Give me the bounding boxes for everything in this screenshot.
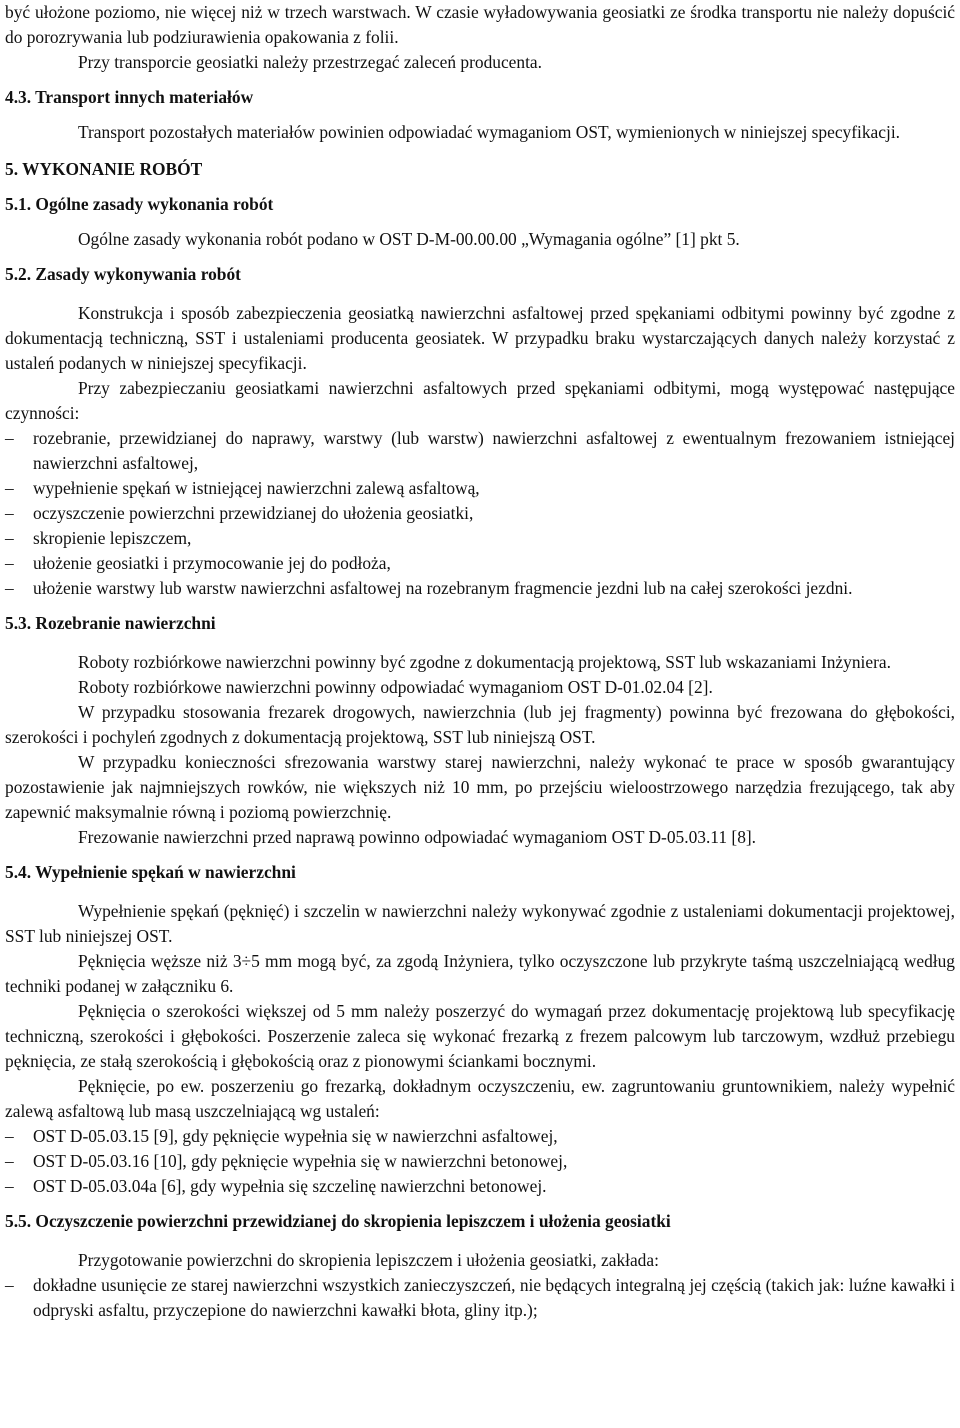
heading-5-2: 5.2. Zasady wykonywania robót	[5, 264, 241, 284]
paragraph-top-2: Przy transporcie geosiatki należy przestrzegać zaleceń producenta.	[78, 52, 542, 72]
list-item: – wypełnienie spękań w istniejącej nawierzchni zalewą asfaltową,	[5, 476, 955, 501]
paragraph-4-3: Transport pozostałych materiałów powinien odpowiadać wymaganiom OST, wymienionych w niniejszej specyfikacji.	[78, 122, 901, 142]
paragraph-5-1: Ogólne zasady wykonania robót podano w OST D-M-00.00.00 „Wymagania ogólne” [1] pkt 5.	[78, 229, 740, 249]
paragraph-5-4-3: Pęknięcia o szerokości większej od 5 mm należy poszerzyć do wymagań przez dokumentację projektową lub specyfikację techniczną, szerokości i głębokości. Poszerzenie zaleca się wykonać frezarką z frezem palcowym lub tarczowym, wzdłuż przebiegu pęknięcia, ze stałą szerokością i głębokością oraz z pionowymi ściankami bocznymi.	[5, 1001, 955, 1071]
dash-bullet	[5, 426, 14, 451]
list-item: – OST D-05.03.04a [6], gdy wypełnia się szczelinę nawierzchni betonowej.	[5, 1174, 955, 1199]
list-5-5	[5, 1273, 955, 1323]
list-item: – ułożenie warstwy lub warstw nawierzchni asfaltowej na rozebranym fragmencie jezdni lub na całej szerokości jezdni.	[5, 576, 955, 601]
dash-bullet	[5, 576, 14, 601]
heading-5-1: 5.1. Ogólne zasady wykonania robót	[5, 194, 274, 214]
dash-bullet	[5, 501, 14, 526]
list-item: – skropienie lepiszczem,	[5, 526, 955, 551]
list-item: – dokładne usunięcie ze starej nawierzchni wszystkich zanieczyszczeń, nie będących integralną jej częścią (takich jak: luźne kawałki i odpryski asfaltu, przyczepione do nawierzchni kawałki błota, gliny itp.);	[5, 1273, 955, 1323]
paragraph-5-3-5: Frezowanie nawierzchni przed naprawą powinno odpowiadać wymaganiom OST D-05.03.11 [8].	[78, 827, 757, 847]
paragraph-5-4-1: Wypełnienie spękań (pęknięć) i szczelin w nawierzchni należy wykonywać zgodnie z ustaleniami dokumentacji projektowej, SST lub niniejszej OST.	[5, 901, 955, 946]
list-5-2	[5, 426, 955, 601]
heading-5: 5. WYKONANIE ROBÓT	[5, 159, 203, 179]
paragraph-5-3-3: W przypadku stosowania frezarek drogowych, nawierzchnia (lub jej fragmenty) powinna być frezowana do głębokości, szerokości i pochyleń zgodnych z dokumentacją projektową, SST lub niniejszą OST.	[5, 702, 955, 747]
paragraph-top: być ułożone poziomo, nie więcej niż w trzech warstwach. W czasie wyładowywania geosiatki ze środka transportu nie należy dopuścić do porozrywania lub podziurawienia opakowania z folii.	[5, 2, 955, 47]
paragraph-5-4-4: Pęknięcie, po ew. poszerzeniu go frezarką, dokładnym oczyszczeniu, ew. zagruntowaniu gruntownikiem, należy wypełnić zalewą asfaltową lub masą uszczelniającą wg ustaleń:	[5, 1076, 955, 1121]
paragraph-5-3-4: W przypadku konieczności sfrezowania warstwy starej nawierzchni, należy wykonać te prace w sposób gwarantujący pozostawienie jak najmniejszych rowków, nie większych niż 10 mm, po przejściu wieloostrzowego narzędzia frezującego, tak aby zapewnić maksymalnie równą i poziomą powierzchnię.	[5, 752, 955, 822]
paragraph-5-3-1: Roboty rozbiórkowe nawierzchni powinny być zgodne z dokumentacją projektową, SST lub wskazaniami Inżyniera.	[78, 652, 891, 672]
dash-bullet	[5, 1273, 14, 1298]
list-item: – rozebranie, przewidzianej do naprawy, warstwy (lub warstw) nawierzchni asfaltowej z ewentualnym frezowaniem istniejącej nawierzchni asfaltowej,	[5, 426, 955, 476]
list-5-4	[5, 1124, 955, 1199]
paragraph-5-2-a: Konstrukcja i sposób zabezpieczenia geosiatką nawierzchni asfaltowej przed spękaniami odbitymi powinny być zgodne z dokumentacją techniczną, SST i ustaleniami producenta geosiatek. W przypadku braku wystarczających danych należy korzystać z ustaleń podanych w niniejszej specyfikacji.	[5, 303, 955, 373]
heading-5-3: 5.3. Rozebranie nawierzchni	[5, 613, 216, 633]
dash-bullet	[5, 1174, 14, 1199]
dash-bullet	[5, 526, 14, 551]
heading-4-3: 4.3. Transport innych materiałów	[5, 87, 254, 107]
dash-bullet	[5, 1149, 14, 1174]
paragraph-5-5: Przygotowanie powierzchni do skropienia lepiszczem i ułożenia geosiatki, zakłada:	[78, 1250, 659, 1270]
list-item: – OST D-05.03.16 [10], gdy pęknięcie wypełnia się w nawierzchni betonowej,	[5, 1149, 955, 1174]
paragraph-5-4-2: Pęknięcia węższe niż 3÷5 mm mogą być, za zgodą Inżyniera, tylko oczyszczone lub przykryte taśmą uszczelniającą według techniki podanej w załączniku 6.	[5, 951, 955, 996]
heading-5-5: 5.5. Oczyszczenie powierzchni przewidzianej do skropienia lepiszczem i ułożenia geosiatki	[5, 1211, 671, 1231]
paragraph-5-2-b: Przy zabezpieczaniu geosiatkami nawierzchni asfaltowych przed spękaniami odbitymi, mogą występować następujące czynności:	[5, 378, 955, 423]
dash-bullet	[5, 476, 14, 501]
list-item: – ułożenie geosiatki i przymocowanie jej do podłoża,	[5, 551, 955, 576]
heading-5-4: 5.4. Wypełnienie spękań w nawierzchni	[5, 862, 296, 882]
dash-bullet	[5, 1124, 14, 1149]
list-item: – oczyszczenie powierzchni przewidzianej do ułożenia geosiatki,	[5, 501, 955, 526]
dash-bullet	[5, 551, 14, 576]
paragraph-5-3-2: Roboty rozbiórkowe nawierzchni powinny odpowiadać wymaganiom OST D-01.02.04 [2].	[78, 677, 713, 697]
list-item: – OST D-05.03.15 [9], gdy pęknięcie wypełnia się w nawierzchni asfaltowej,	[5, 1124, 955, 1149]
